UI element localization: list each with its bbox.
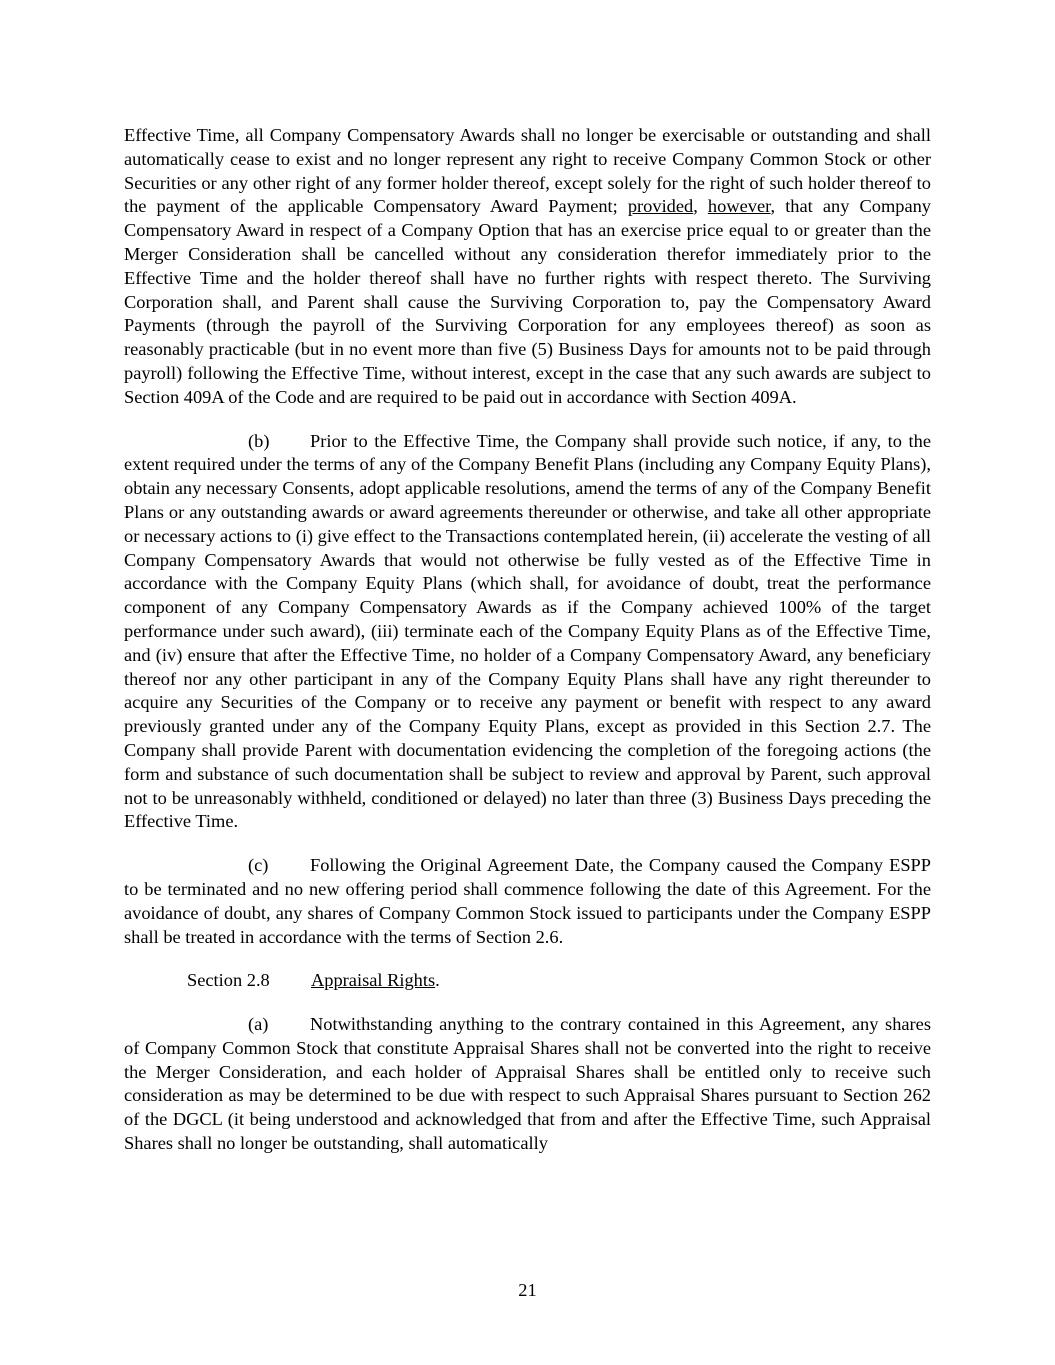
paragraph-b — [124, 430, 931, 835]
section-title: Appraisal Rights — [311, 970, 436, 991]
document-page — [124, 124, 931, 1156]
however-term: however — [707, 196, 771, 217]
continuation-text-part-1: Effective Time, all Company Compensatory Awards shall no longer be exercisable or outstanding and shall automatically cease to exist and no longer represent any right to receive Company Common Stock or other Securities or any other right of any former holder thereof, except solely for the right of such holder thereof to the payment of the applicable Compensatory Award Payment; — [124, 125, 931, 217]
paragraph-continuation — [124, 124, 931, 410]
paragraph-c-label: (c) — [248, 855, 269, 876]
paragraph-b-text: Prior to the Effective Time, the Company shall provide such notice, if any, to the extent required under the terms of any of the Company Benefit Plans (including any Company Equity Plans), obtain any necessary Consents, adopt applicable resolutions, amend the terms of any of the Company Benefit Plans or any outstanding awards or award agreements thereunder or otherwise, and take all other appropriate or necessary actions to (i) give effect to the Transactions contemplated herein, (ii) accelerate the vesting of all Company Compensatory Awards that would not otherwise be fully vested as of the Effective Time in accordance with the Company Equity Plans (which shall, for avoidance of doubt, treat the performance component of any Company Compensatory Awards as if the Company achieved 100% of the target performance under such award), (iii) terminate each of the Company Equity Plans as of the Effective Time, and (iv) ensure that after the Effective Time, no holder of a Company Compensatory Award, any beneficiary thereof nor any other participant in any of the Company Equity Plans shall have any right thereunder to acquire any Securities of the Company or to receive any payment or benefit with respect to any award previously granted under any of the Company Equity Plans, except as provided in this Section 2.7. The Company shall provide Parent with documentation evidencing the completion of the foregoing actions (the form and substance of such documentation shall be subject to review and approval by Parent, such approval not to be unreasonably withheld, conditioned or delayed) no later than three (3) Business Days preceding the Effective Time. — [124, 430, 931, 832]
provided-term: provided — [627, 196, 694, 217]
paragraph-a — [124, 1013, 931, 1156]
paragraph-a-label: (a) — [248, 1014, 269, 1035]
section-number: Section 2.8 — [187, 970, 270, 991]
paragraph-c — [124, 854, 931, 949]
page-number: 21 — [518, 1280, 537, 1300]
paragraph-b-label: (b) — [248, 430, 270, 451]
paragraph-a-text: Notwithstanding anything to the contrary contained in this Agreement, any shares of Company Common Stock that constitute Appraisal Shares shall not be converted into the right to receive the Merger Consideration, and each holder of Appraisal Shares shall be entitled only to receive such consideration as may be determined to be due with respect to such Appraisal Shares pursuant to Section 262 of the DGCL (it being understood and acknowledged that from and after the Effective Time, such Appraisal Shares shall no longer be outstanding, shall automatically — [124, 1014, 931, 1154]
paragraph-c-text: Following the Original Agreement Date, the Company caused the Company ESPP to be terminated and no new offering period shall commence following the date of this Agreement. For the avoidance of doubt, any shares of Company Common Stock issued to participants under the Company ESPP shall be treated in accordance with the terms of Section 2.6. — [124, 855, 931, 947]
continuation-text-part-2: , that any Company Compensatory Award in respect of a Company Option that has an exercise price equal to or greater than the Merger Consideration shall be cancelled without any consideration therefor immediately prior to the Effective Time and the holder thereof shall have no further rights with respect thereto. The Surviving Corporation shall, and Parent shall cause the Surviving Corporation to, pay the Compensatory Award Payments (through the payroll of the Surviving Corporation for any employees thereof) as soon as reasonably practicable (but in no event more than five (5) Business Days for amounts not to be paid through payroll) following the Effective Time, without interest, except in the case that any such awards are subject to Section 409A of the Code and are required to be paid out in accordance with Section 409A. — [124, 196, 931, 407]
section-title-period: . — [435, 970, 440, 991]
continuation-comma: , — [693, 196, 708, 217]
section-heading — [124, 969, 931, 993]
